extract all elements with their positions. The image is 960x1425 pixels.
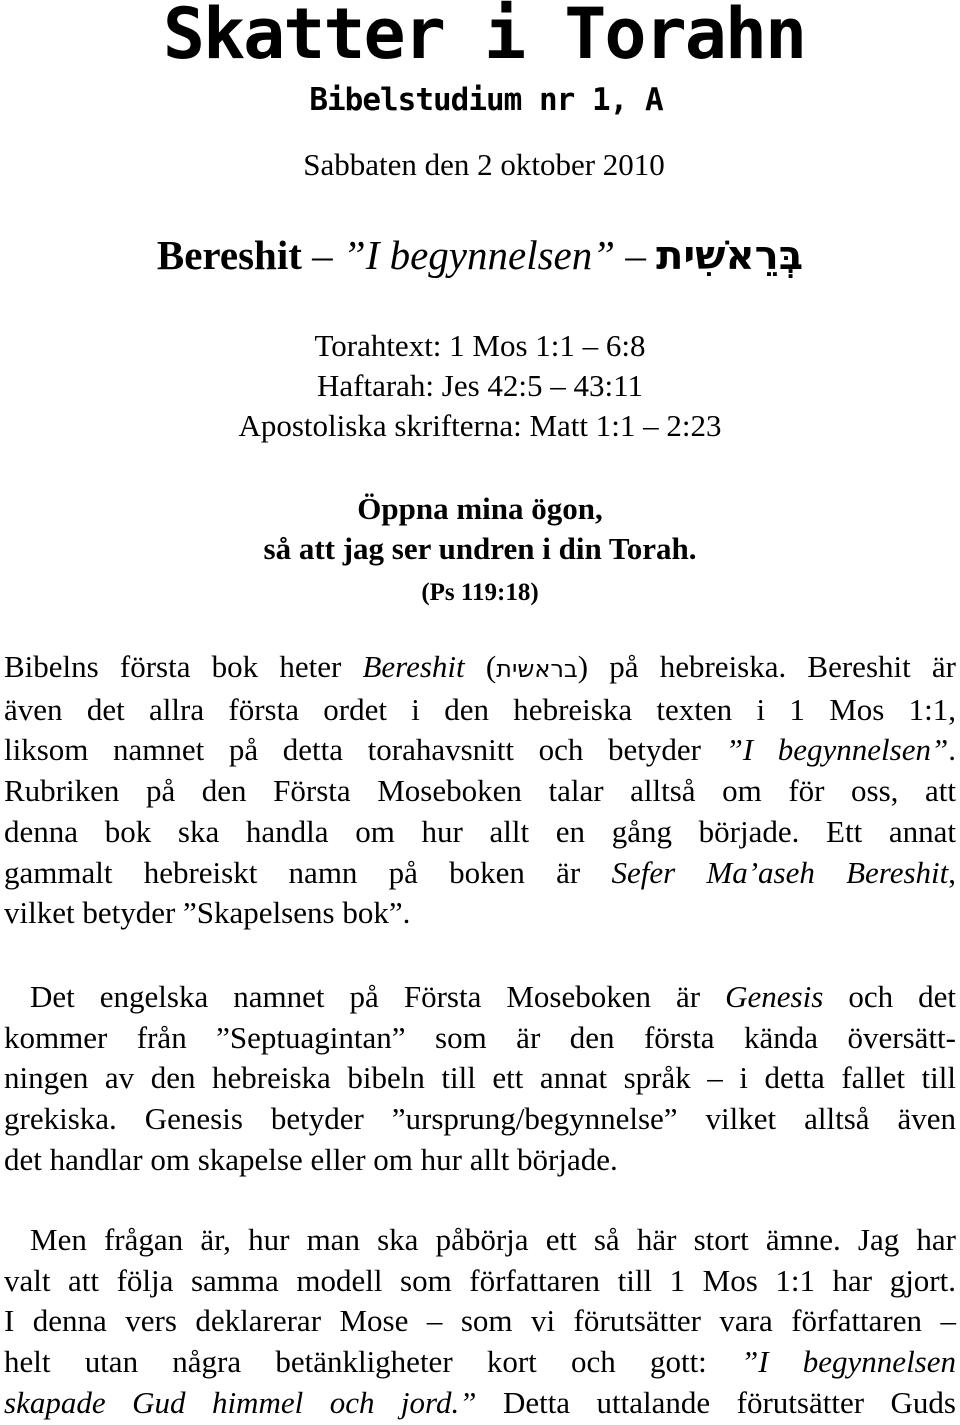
- paragraph-line: valt att följa samma modell som författaren till 1 Mos 1:1 har gjort.: [4, 1262, 956, 1298]
- paragraph-line: Rubriken på den Första Moseboken talar alltså om för oss, att: [4, 773, 956, 809]
- paragraph-line: helt utan några betänkligheter kort och gott: ”I begynnelsen: [4, 1344, 957, 1380]
- paragraph-line: denna bok ska handla om hur allt en gång började. Ett annat: [4, 813, 956, 849]
- document-subtitle: Bibelstudium nr 1, A: [309, 82, 663, 118]
- reading-references: [4, 326, 956, 446]
- paragraph-line: I denna vers deklarerar Mose – som vi förutsätter vara författaren –: [4, 1303, 956, 1339]
- paragraph-line: liksom namnet på detta torahavsnitt och betyder ”I begynnelsen”.: [4, 732, 956, 768]
- paragraph-line: ningen av den hebreiska bibeln till ett annat språk – i detta fallet till: [4, 1060, 956, 1096]
- parasha-hebrew: בְּרֵאשִׁית: [656, 233, 804, 279]
- paragraph-line: Det engelska namnet på Första Moseboken är Genesis och det: [30, 979, 956, 1014]
- body-paragraph-2: [4, 977, 956, 1181]
- parasha-name: Bereshit: [156, 232, 302, 278]
- epigraph-verse: [4, 489, 956, 569]
- parasha-dash: –: [625, 232, 646, 278]
- apostolic-reading: Apostoliska skrifterna: Matt 1:1 – 2:23: [238, 408, 722, 443]
- parasha-meaning: ”I begynnelsen”: [342, 232, 616, 278]
- paragraph-line: Men frågan är, hur man ska påbörja ett så här stort ämne. Jag har: [30, 1222, 956, 1257]
- document-date: Sabbaten den 2 oktober 2010: [303, 147, 665, 182]
- parasha-heading: [4, 230, 956, 281]
- verse-reference: (Ps 119:18): [421, 579, 539, 606]
- paragraph-line: gammalt hebreiskt namn på boken är Sefer Ma’aseh Bereshit,: [4, 854, 957, 890]
- paragraph-line: kommer från ”Septuagintan” som är den första kända översätt-: [4, 1019, 956, 1055]
- document-title: Skatter i Torahn: [162, 0, 806, 75]
- haftarah-reading: Haftarah: Jes 42:5 – 43:11: [317, 368, 643, 403]
- paragraph-line: skapade Gud himmel och jord.” Detta uttalande förutsätter Guds: [4, 1384, 956, 1420]
- paragraph-line: Bibelns första bok heter Bereshit (בראשית) på hebreiska. Bereshit är: [4, 649, 956, 684]
- paragraph-line: det handlar om skapelse eller om hur allt började.: [4, 1141, 618, 1177]
- paragraph-line: grekiska. Genesis betyder ”ursprung/begynnelse” vilket alltså även: [4, 1101, 956, 1137]
- paragraph-line: vilket betyder ”Skapelsens bok”.: [4, 895, 411, 931]
- document-page: [4, 0, 956, 1425]
- parasha-dash: –: [312, 232, 333, 278]
- verse-line: så att jag ser undren i din Torah.: [263, 531, 697, 566]
- paragraph-line: även det allra första ordet i den hebreiska texten i 1 Mos 1:1,: [4, 691, 956, 727]
- verse-line: Öppna mina ögon,: [357, 491, 603, 526]
- torah-reading: Torahtext: 1 Mos 1:1 – 6:8: [314, 328, 646, 363]
- body-paragraph-3: [4, 1220, 956, 1424]
- body-paragraph-1: [4, 647, 956, 934]
